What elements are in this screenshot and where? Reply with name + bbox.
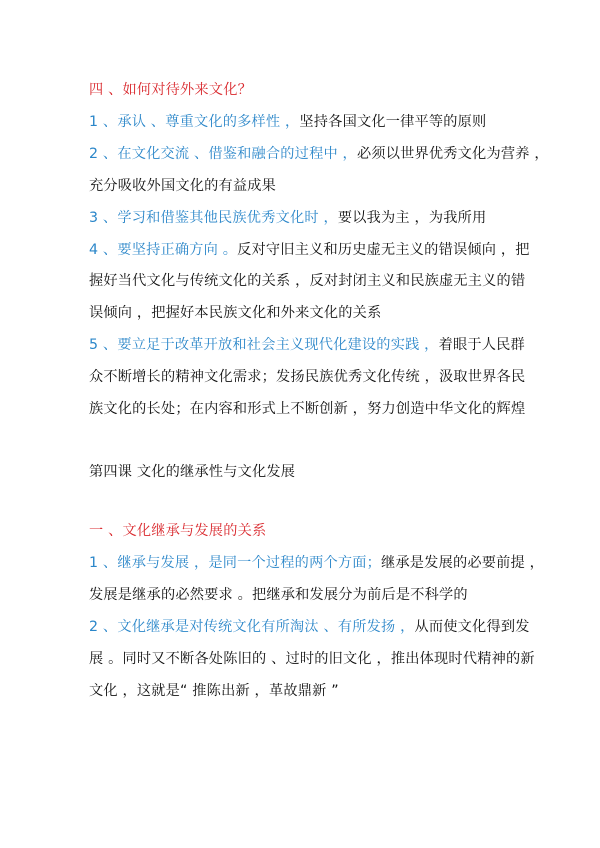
- list-item-2: [89, 617, 530, 637]
- item-text: 反对守旧主义和历史虚无主义的错误倾向 ，把: [237, 242, 530, 258]
- list-item-2-continuation: 充分吸收外国文化的有益成果: [89, 178, 277, 194]
- item-key-phrase: 1 、继承与发展 ，是同一个过程的两个方面；: [89, 555, 382, 571]
- item-key-phrase: 3 、学习和借鉴其他民族优秀文化时 ，: [89, 210, 338, 226]
- list-item-5-continuation: 族文化的长处；在内容和形式上不断创新 ，努力创造中华文化的辉煌: [89, 401, 526, 417]
- lesson-title: 第四课 文化的继承性与文化发展: [89, 464, 296, 480]
- list-item-3: [89, 208, 486, 228]
- list-item-1: [89, 553, 544, 573]
- section-heading-inheritance-development: 一 、文化继承与发展的关系: [89, 523, 267, 539]
- item-key-phrase: 5 、要立足于改革开放和社会主义现代化建设的实践 ，: [89, 337, 439, 353]
- item-text: 从而使文化得到发: [414, 619, 530, 635]
- list-item-1: [89, 112, 486, 132]
- section-heading-foreign-culture: 四 、如何对待外来文化？: [89, 82, 252, 98]
- item-key-phrase: 2 、在文化交流 、借鉴和融合的过程中 ，: [89, 146, 357, 162]
- item-text: 坚持各国文化一律平等的原则: [299, 114, 487, 130]
- item-text: 着眼于人民群: [438, 337, 525, 353]
- list-item-5: [89, 335, 525, 355]
- list-item-4: [89, 240, 530, 260]
- item-key-phrase: 2 、文化继承是对传统文化有所淘汰 、有所发扬 ，: [89, 619, 415, 635]
- item-text: 必须以世界优秀文化为营养 ，: [356, 146, 549, 162]
- list-item-4-continuation: 误倾向 ，把握好本民族文化和外来文化的关系: [89, 305, 382, 321]
- item-text: 要以我为主 ，为我所用: [337, 210, 487, 226]
- item-key-phrase: 4 、要坚持正确方向 。: [89, 242, 238, 258]
- list-item-1-continuation: 发展是继承的必然要求 。把继承和发展分为前后是不科学的: [89, 587, 468, 603]
- item-key-phrase: 1 、承认 、尊重文化的多样性 ，: [89, 114, 300, 130]
- list-item-2-continuation: 文化 ，这就是“ 推陈出新 ，革故鼎新 ”: [89, 683, 339, 699]
- list-item-4-continuation: 握好当代文化与传统文化的关系 ，反对封闭主义和民族虚无主义的错: [89, 273, 526, 289]
- item-text: 继承是发展的必要前提 ，: [381, 555, 544, 571]
- list-item-2-continuation: 展 。同时又不断各处陈旧的 、过时的旧文化 ，推出体现时代精神的新: [89, 651, 535, 667]
- list-item-2: [89, 144, 549, 164]
- list-item-5-continuation: 众不断增长的精神文化需求；发扬民族优秀文化传统 ，汲取世界各民: [89, 369, 526, 385]
